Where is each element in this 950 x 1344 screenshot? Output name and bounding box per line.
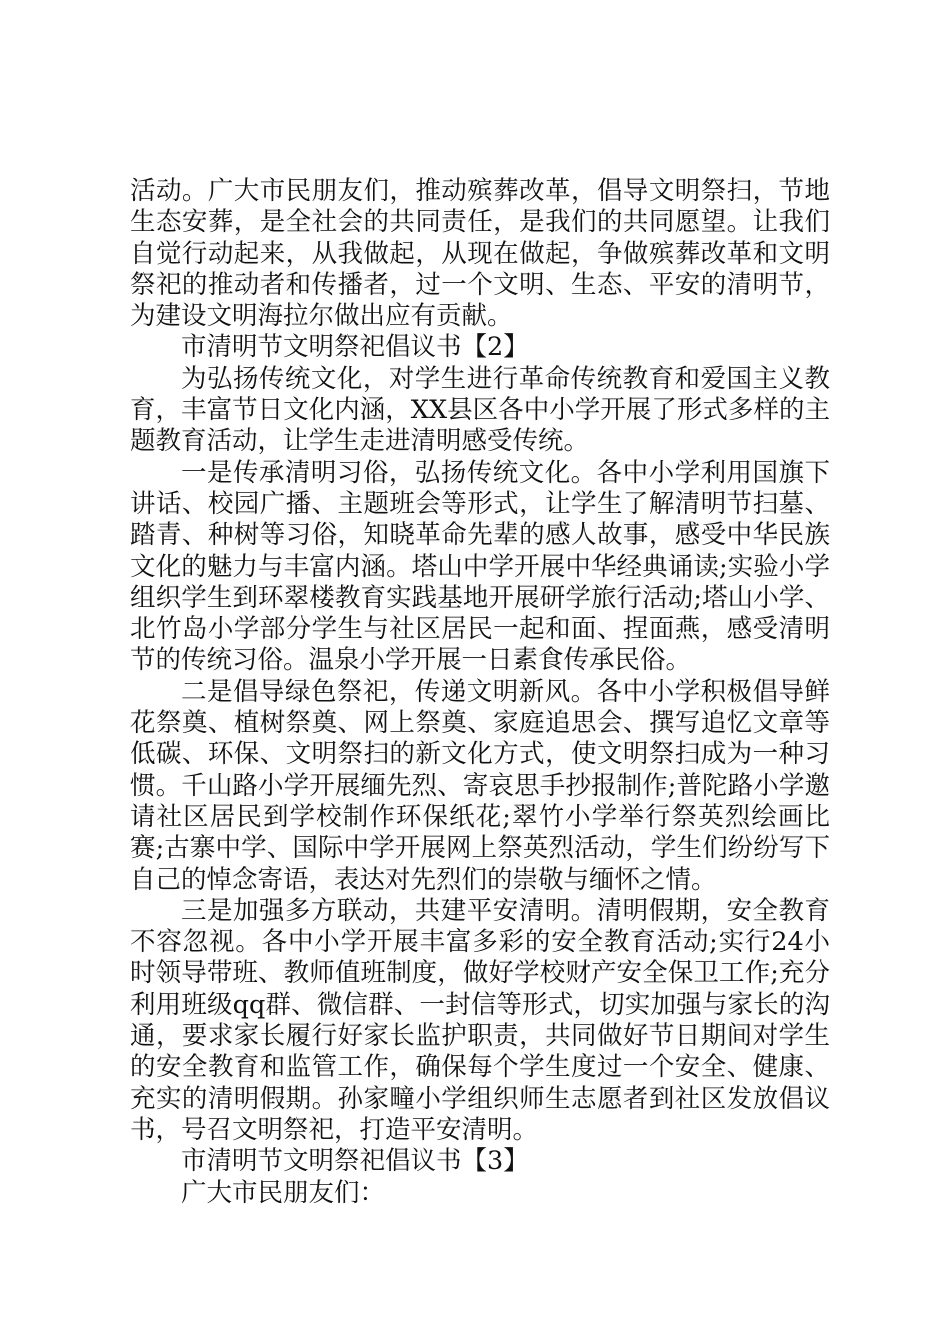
- paragraph-point-3: 三是加强多方联动，共建平安清明。清明假期，安全教育不容忽视。各中小学开展丰富多彩的安全教育活动;实行24小时领导带班、教师值班制度，做好学校财产安全保卫工作;充分利用班级qq群、微信群、一封信等形式，切实加强与家长的沟通，要求家长履行好家长监护职责，共同做好节日期间对学生的安全教育和监管工作，确保每个学生度过一个安全、健康、充实的清明假期。孙家疃小学组织师生志愿者到社区发放倡议书，号召文明祭祀，打造平安清明。: [130, 895, 830, 1145]
- document-body: [130, 176, 830, 1209]
- section-heading-2: 市清明节文明祭祀倡议书【2】: [181, 332, 529, 363]
- paragraph-intro: 为弘扬传统文化，对学生进行革命传统教育和爱国主义教育，丰富节日文化内涵，XX县区各中小学开展了形式多样的主题教育活动，让学生走进清明感受传统。: [130, 363, 830, 457]
- section-heading-3: 市清明节文明祭祀倡议书【3】: [181, 1146, 529, 1177]
- paragraph-point-2: 二是倡导绿色祭祀，传递文明新风。各中小学积极倡导鲜花祭奠、植树祭奠、网上祭奠、家庭追思会、撰写追忆文章等低碳、环保、文明祭扫的新文化方式，使文明祭扫成为一种习惯。千山路小学开展缅先烈、寄哀思手抄报制作;普陀路小学邀请社区居民到学校制作环保纸花;翠竹小学举行祭英烈绘画比赛;古寨中学、国际中学开展网上祭英烈活动，学生们纷纷写下自己的悼念寄语，表达对先烈们的崇敬与缅怀之情。: [130, 676, 830, 895]
- salutation: 广大市民朋友们：: [181, 1177, 386, 1208]
- paragraph-point-1: 一是传承清明习俗，弘扬传统文化。各中小学利用国旗下讲话、校园广播、主题班会等形式，让学生了解清明节扫墓、踏青、种树等习俗，知晓革命先辈的感人故事，感受中华民族文化的魅力与丰富内涵。塔山中学开展中华经典诵读;实验小学组织学生到环翠楼教育实践基地开展研学旅行活动;塔山小学、北竹岛小学部分学生与社区居民一起和面、捏面燕，感受清明节的传统习俗。温泉小学开展一日素食传承民俗。: [130, 457, 830, 676]
- paragraph-continuation: 活动。广大市民朋友们，推动殡葬改革，倡导文明祭扫，节地生态安葬，是全社会的共同责任，是我们的共同愿望。让我们自觉行动起来，从我做起，从现在做起，争做殡葬改革和文明祭祀的推动者和传播者，过一个文明、生态、平安的清明节，为建设文明海拉尔做出应有贡献。: [130, 176, 830, 332]
